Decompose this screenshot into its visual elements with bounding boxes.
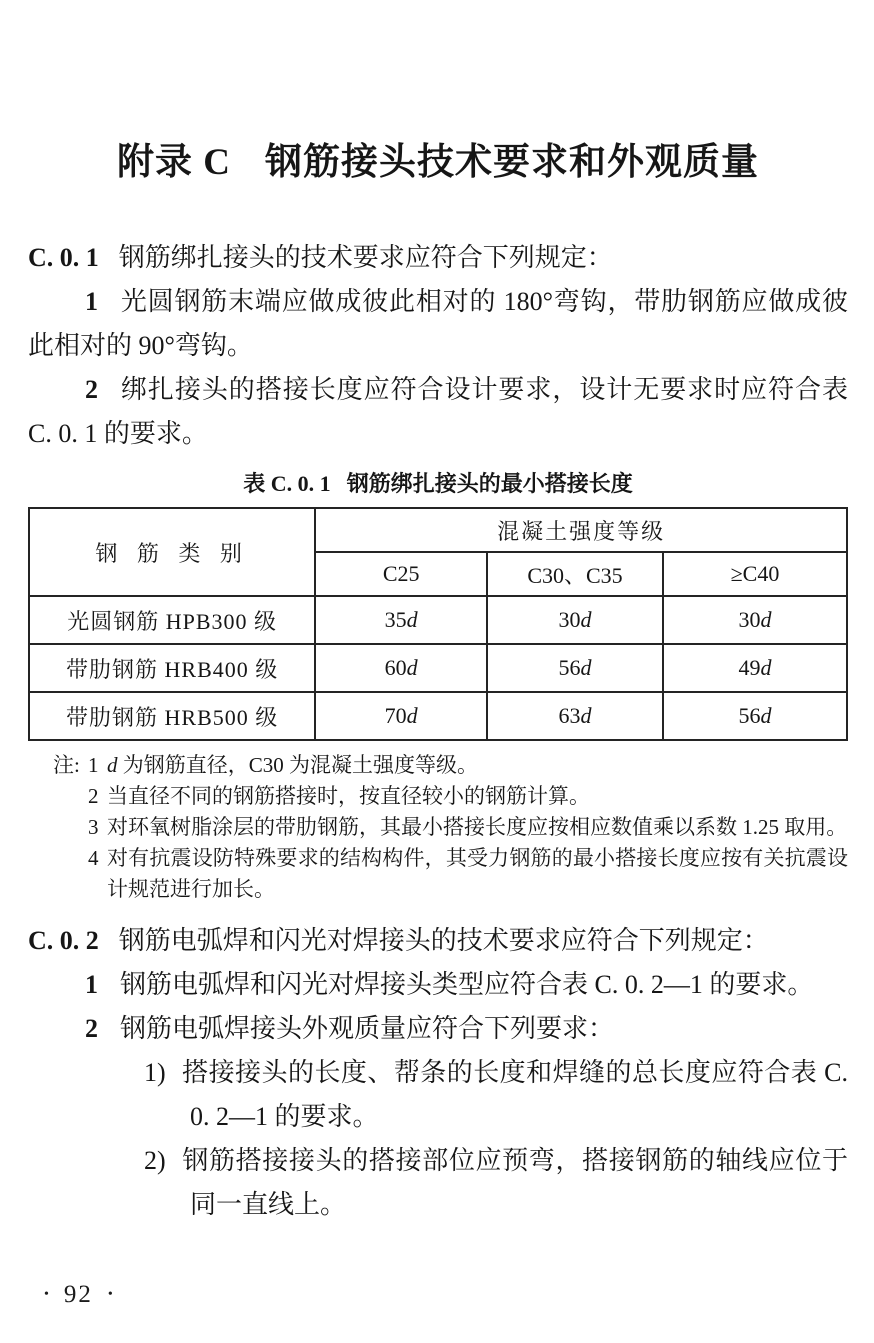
appendix-label: 附录 C	[117, 142, 231, 183]
subitem-number: 2)	[144, 1146, 166, 1175]
note-text: 对有抗震设防特殊要求的结构构件，其受力钢筋的最小搭接长度应按有关抗震设计规范进行加长。	[107, 846, 848, 901]
item-text: 绑扎接头的搭接长度应符合设计要求，设计无要求时应符合表 C. 0. 1 的要求。	[28, 375, 848, 448]
clause-c02-subitem-2	[28, 1139, 848, 1227]
page-number	[44, 1281, 113, 1309]
clause-c01-item-1	[28, 280, 848, 368]
diameter-symbol: d	[580, 655, 592, 680]
note-number: 2	[88, 784, 99, 808]
table-col-header-c30-c35: C30、C35	[487, 552, 663, 596]
lap-length-table	[28, 507, 848, 741]
table-row-hrb500	[29, 692, 847, 740]
page-title	[28, 0, 848, 186]
note-number: 1	[88, 753, 99, 777]
item-text: 钢筋电弧焊和闪光对焊接头类型应符合表 C. 0. 2—1 的要求。	[120, 970, 814, 999]
table-caption-text: 钢筋绑扎接头的最小搭接长度	[346, 471, 633, 496]
diameter-symbol: d	[406, 607, 418, 632]
clause-c02-subitem-1	[28, 1051, 848, 1139]
diameter-symbol: d	[760, 655, 772, 680]
clause-c02-number: C. 0. 2	[28, 926, 99, 955]
diameter-symbol: d	[580, 703, 592, 728]
cell-value: 49d	[663, 644, 847, 692]
notes-prefix: 注:	[53, 753, 80, 777]
clause-c01-item-2	[28, 368, 848, 456]
clause-c01-number: C. 0. 1	[28, 243, 99, 272]
table-header-row-1	[29, 508, 847, 552]
item-number: 1	[85, 287, 98, 316]
footer-bullet-left: •	[44, 1287, 49, 1302]
table-caption-label: 表 C. 0. 1	[243, 471, 331, 496]
note-3	[28, 812, 848, 843]
note-number: 3	[88, 815, 99, 839]
subitem-number: 1)	[144, 1058, 166, 1087]
table-col-header-c25: C25	[315, 552, 487, 596]
note-2	[28, 781, 848, 812]
footer-bullet-right: •	[107, 1287, 113, 1302]
diameter-symbol: d	[760, 607, 772, 632]
cell-value: 30d	[663, 596, 847, 644]
item-text: 钢筋电弧焊接头外观质量应符合下列要求：	[120, 1014, 615, 1043]
cell-value: 60d	[315, 644, 487, 692]
note-1	[28, 750, 848, 781]
table-notes	[28, 750, 848, 905]
note-text: 对环氧树脂涂层的带肋钢筋，其最小搭接长度应按相应数值乘以系数 1.25 取用。	[107, 815, 848, 839]
subitem-text: 搭接接头的长度、帮条的长度和焊缝的总长度应符合表 C. 0. 2—1 的要求。	[181, 1058, 848, 1131]
cell-value: 56d	[487, 644, 663, 692]
cell-value: 70d	[315, 692, 487, 740]
note-number: 4	[88, 846, 99, 870]
table-row-header-rebar-type: 钢 筋 类 别	[29, 508, 315, 596]
note-text: 为钢筋直径，C30 为混凝土强度等级。	[117, 753, 479, 777]
cell-value: 56d	[663, 692, 847, 740]
table-group-header-concrete-grade: 混凝土强度等级	[315, 508, 847, 552]
diameter-symbol: d	[760, 703, 772, 728]
table-caption	[28, 470, 848, 498]
clause-c01-heading-text: 钢筋绑扎接头的技术要求应符合下列规定：	[118, 243, 613, 272]
note-text: 当直径不同的钢筋搭接时，按直径较小的钢筋计算。	[107, 784, 590, 808]
clause-c02-item-1	[28, 963, 848, 1007]
item-number: 2	[85, 1014, 98, 1043]
cell-value: 30d	[487, 596, 663, 644]
appendix-title-text: 钢筋接头技术要求和外观质量	[264, 142, 759, 183]
footer-page-number: 92	[63, 1281, 93, 1308]
clause-c02-heading-text: 钢筋电弧焊和闪光对焊接头的技术要求应符合下列规定：	[118, 926, 769, 955]
item-number: 1	[85, 970, 98, 999]
cell-value: 63d	[487, 692, 663, 740]
subitem-text: 钢筋搭接接头的搭接部位应预弯，搭接钢筋的轴线应位于同一直线上。	[181, 1146, 848, 1219]
diameter-symbol: d	[406, 703, 418, 728]
note-4	[28, 843, 848, 905]
item-text: 光圆钢筋末端应做成彼此相对的 180°弯钩，带肋钢筋应做成彼此相对的 90°弯钩。	[28, 287, 848, 360]
cell-value: 35d	[315, 596, 487, 644]
row-category: 带肋钢筋 HRB500 级	[29, 692, 315, 740]
clause-c02-heading	[28, 919, 848, 963]
table-row-hpb300	[29, 596, 847, 644]
clause-c01	[28, 236, 848, 456]
clause-c02	[28, 919, 848, 1227]
clause-c02-item-2	[28, 1007, 848, 1051]
diameter-symbol: d	[107, 753, 118, 777]
diameter-symbol: d	[580, 607, 592, 632]
row-category: 光圆钢筋 HPB300 级	[29, 596, 315, 644]
table-col-header-ge-c40: ≥C40	[663, 552, 847, 596]
table-row-hrb400	[29, 644, 847, 692]
item-number: 2	[85, 375, 98, 404]
row-category: 带肋钢筋 HRB400 级	[29, 644, 315, 692]
diameter-symbol: d	[406, 655, 418, 680]
clause-c01-heading	[28, 236, 848, 280]
